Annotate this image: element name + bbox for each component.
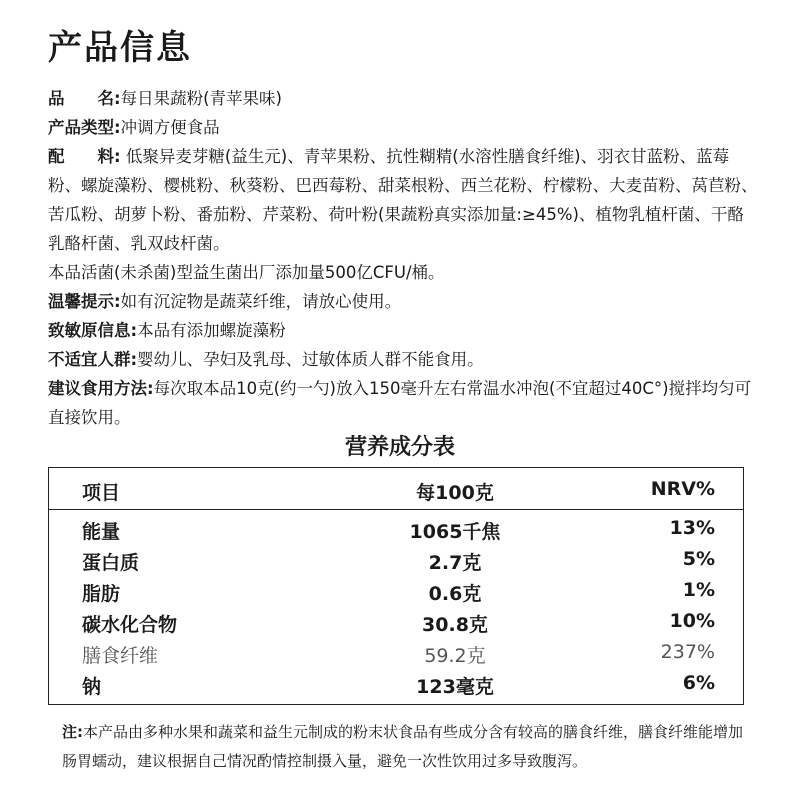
row-nrv: 10%	[669, 610, 715, 632]
table-row	[49, 513, 743, 544]
usage-value: 每次取本品10克(约一勺)放入150毫升左右常温水冲泡(不宜超过40C°)搅拌均匀可直接饮用。	[48, 379, 752, 427]
unsuitable-people	[48, 345, 758, 374]
ingredients-label: 配 料:	[48, 147, 121, 166]
table-row	[49, 575, 743, 606]
product-name	[48, 84, 758, 113]
table-header	[49, 474, 743, 505]
nutrition-title: 营养成分表	[344, 435, 455, 460]
row-item: 蛋白质	[82, 552, 140, 574]
product-type	[48, 113, 758, 142]
header-nrv: NRV%	[650, 478, 715, 500]
usage-label: 建议食用方法:	[48, 379, 154, 398]
table-row	[49, 544, 743, 575]
table-row	[49, 668, 743, 699]
row-per100g: 30.8克	[422, 614, 488, 636]
header-item: 项目	[82, 482, 121, 504]
tips	[48, 287, 758, 316]
nutrition-table	[48, 467, 744, 705]
row-nrv: 1%	[682, 579, 715, 601]
row-per100g: 0.6克	[428, 583, 482, 605]
row-nrv: 13%	[669, 517, 715, 539]
tips-label: 温馨提示:	[48, 292, 121, 311]
row-nrv: 5%	[682, 548, 715, 570]
row-item: 能量	[82, 521, 121, 543]
ingredients	[48, 142, 758, 258]
allergen-info	[48, 316, 758, 345]
unsuitable-value: 婴幼儿、孕妇及乳母、过敏体质人群不能食用。	[137, 350, 484, 369]
row-per100g: 2.7克	[428, 552, 482, 574]
header-divider	[49, 509, 743, 510]
tips-value: 如有沉淀物是蔬菜纤维，请放心使用。	[120, 292, 402, 311]
row-nrv: 237%	[660, 641, 715, 663]
table-row	[49, 637, 743, 668]
row-item: 膳食纤维	[82, 645, 159, 667]
product-type-value: 冲调方便食品	[120, 118, 220, 137]
table-row	[49, 606, 743, 637]
usage	[48, 374, 758, 432]
allergen-value: 本品有添加螺旋藻粉	[137, 321, 286, 340]
row-nrv: 6%	[682, 672, 715, 694]
note-text: 本产品由多种水果和蔬菜和益生元制成的粉末状食品有些成分含有较高的膳食纤维，膳食纤维能增加肠胃蠕动，建议根据自己情况酌情控制摄入量，避免一次性饮用过多导致腹泻。	[62, 723, 744, 770]
note-label: 注:	[62, 723, 83, 741]
product-name-value: 每日果蔬粉(青苹果味)	[120, 89, 282, 108]
probiotic-text: 本品活菌(未杀菌)型益生菌出厂添加量500亿CFU/桶。	[48, 263, 445, 282]
row-item: 脂肪	[82, 583, 121, 605]
product-info	[48, 84, 758, 432]
unsuitable-label: 不适宜人群:	[48, 350, 138, 369]
row-item: 碳水化合物	[82, 614, 178, 636]
page-title: 产品信息	[48, 28, 192, 68]
product-type-label: 产品类型:	[48, 118, 121, 137]
header-per100g: 每100克	[416, 482, 494, 504]
allergen-label: 致敏原信息:	[48, 321, 138, 340]
row-per100g: 123毫克	[416, 676, 494, 698]
product-name-label: 品 名:	[48, 89, 121, 108]
footnote	[62, 718, 752, 776]
ingredients-value: 低聚异麦芽糖(益生元)、青苹果粉、抗性糊精(水溶性膳食纤维)、羽衣甘蓝粉、蓝莓粉、螺旋藻粉、樱桃粉、秋葵粉、巴西莓粉、甜菜根粉、西兰花粉、柠檬粉、大麦苗粉、莴苣粉、苦瓜粉、胡萝卜粉、番茄粉、芹菜粉、荷叶粉(果蔬粉真实添加量:≥45%)、植物乳植杆菌、干酪乳酪杆菌、乳双歧杆菌。	[48, 147, 758, 253]
row-per100g: 59.2克	[424, 645, 486, 667]
row-item: 钠	[82, 676, 102, 698]
row-per100g: 1065千焦	[409, 521, 501, 543]
